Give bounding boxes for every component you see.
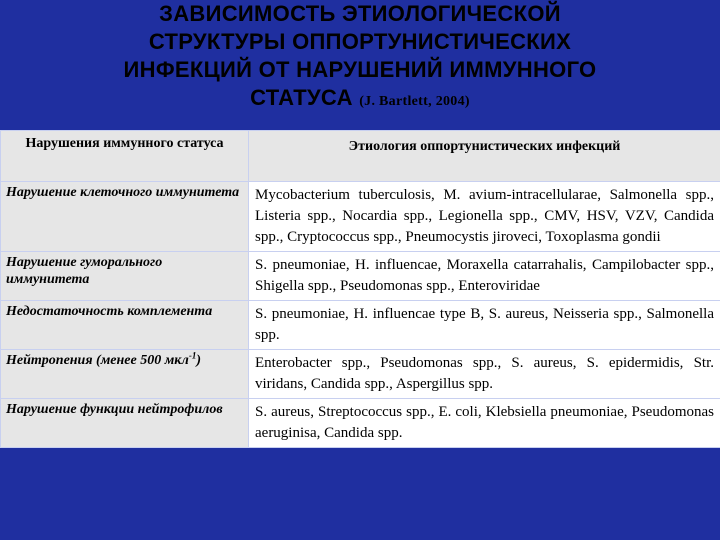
header-etiology: Этиология оппортунистических инфекций [249, 131, 720, 182]
table-row [1, 301, 720, 350]
row-etiology: Enterobacter spp., Pseudomonas spp., S. aureus, S. epidermidis, Str. viridans, Candida spp., Aspergillus spp. [249, 350, 720, 399]
row-condition: Нарушение клеточного иммунитета [1, 182, 249, 252]
table-row [1, 182, 720, 252]
title-citation: (J. Bartlett, 2004) [359, 94, 470, 109]
title-line-4 [0, 84, 720, 116]
table-row [1, 399, 720, 448]
condition-text: Нейтропения (менее 500 мкл [6, 353, 189, 368]
row-etiology: Mycobacterium tuberculosis, M. avium-intracellularae, Salmonella spp., Listeria spp., Nocardia spp., Legionella spp., CMV, HSV, VZV, Candida spp., Cryptococcus spp., Pneumocystis jiroveci, Toxoplasma gondii [249, 182, 720, 252]
row-etiology: S. aureus, Streptococcus spp., E. coli, Klebsiella pneumoniae, Pseudomonas aeruginisa, Candida spp. [249, 399, 720, 448]
condition-text-end: ) [196, 353, 202, 368]
title-line-1: ЗАВИСИМОСТЬ ЭТИОЛОГИЧЕСКОЙ [159, 1, 561, 26]
header-immune-status: Нарушения иммунного статуса [1, 131, 249, 182]
immune-status-table [0, 130, 720, 448]
table-row [1, 350, 720, 399]
row-condition: Недостаточность комплемента [1, 301, 249, 350]
row-etiology: S. pneumoniae, H. influencae, Moraxella catarrahalis, Campilobacter spp., Shigella spp., Pseudomonas spp., Enteroviridae [249, 252, 720, 301]
title-line-2: СТРУКТУРЫ ОППОРТУНИСТИЧЕСКИХ [148, 29, 572, 54]
row-condition [1, 350, 249, 399]
title-line-4-main: СТАТУСА [250, 85, 353, 110]
row-etiology: S. pneumoniae, H. influencae type B, S. aureus, Neisseria spp., Salmonella spp. [249, 301, 720, 350]
row-condition: Нарушение гуморального иммунитета [1, 252, 249, 301]
title-line-3: ИНФЕКЦИЙ ОТ НАРУШЕНИЙ ИММУННОГО [123, 57, 597, 82]
table-header-row [1, 131, 720, 182]
table-row [1, 252, 720, 301]
row-condition: Нарушение функции нейтрофилов [1, 399, 249, 448]
slide-title [0, 0, 720, 128]
condition-superscript: -1 [188, 350, 197, 361]
